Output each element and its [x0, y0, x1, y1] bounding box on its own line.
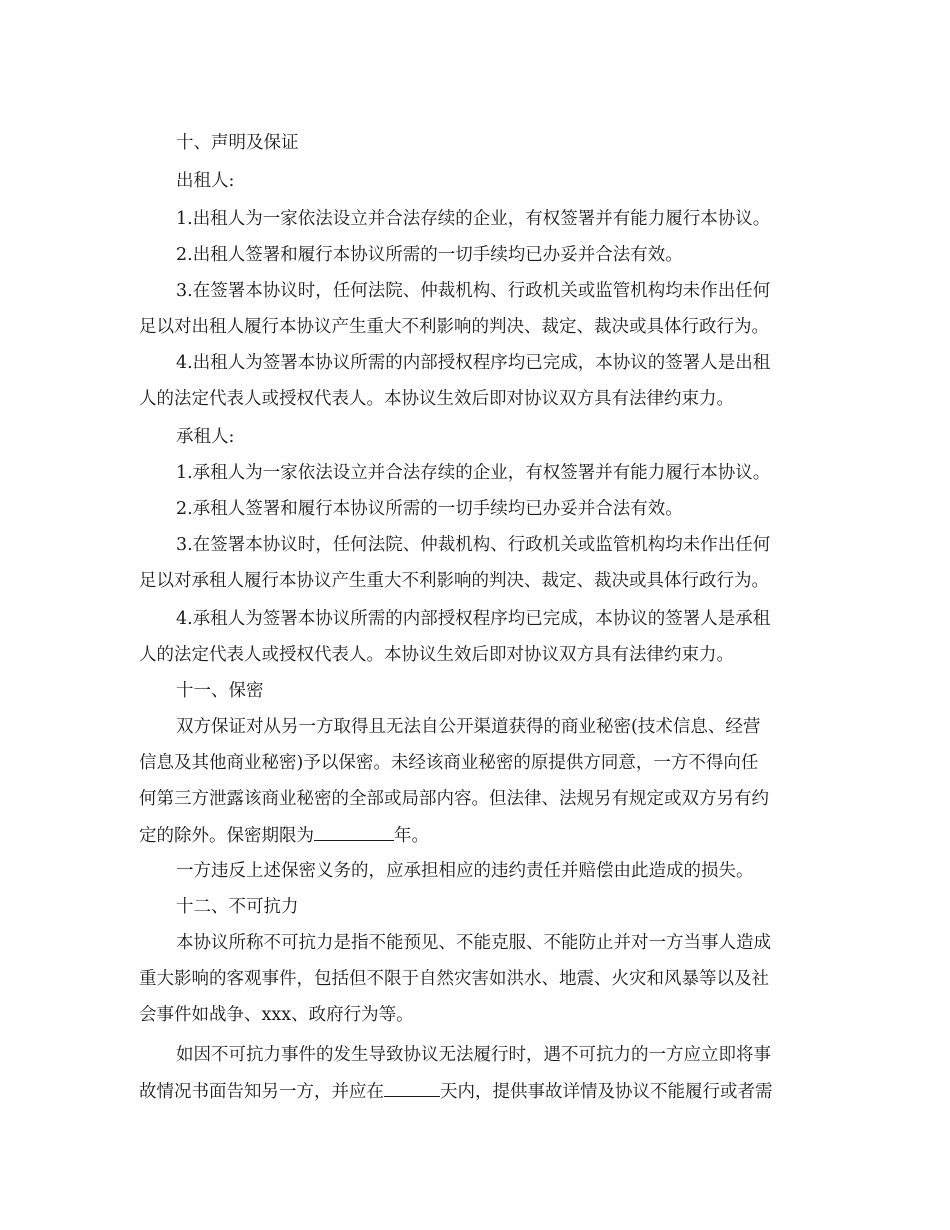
- lessee-clause-4-line-2: 人的法定代表人或授权代表人。本协议生效后即对协议双方具有法律约束力。: [139, 645, 734, 665]
- lessee-clause-2: 2.承租人签署和履行本协议所需的一切手续均已办妥并合法有效。: [176, 499, 683, 519]
- secrecy-paragraph-line-2: 信息及其他商业秘密)予以保密。未经该商业秘密的原提供方同意，一方不得向任: [139, 753, 759, 773]
- lessee-clause-3-line-2: 足以对承租人履行本协议产生重大不利影响的判决、裁定、裁决或具体行政行为。: [139, 571, 769, 591]
- secrecy-period-blank[interactable]: [314, 820, 394, 841]
- lessee-clause-1: 1.承租人为一家依法设立并合法存续的企业，有权签署并有能力履行本协议。: [176, 463, 771, 483]
- notice-paragraph-line-1: 如因不可抗力事件的发生导致协议无法履行时，遇不可抗力的一方应立即将事: [176, 1045, 771, 1065]
- secrecy-paragraph-line-1: 双方保证对从另一方取得且无法自公开渠道获得的商业秘密(技术信息、经营: [176, 717, 761, 737]
- secrecy-period-before: 定的除外。保密期限为: [139, 826, 314, 846]
- secrecy-period-after: 年。: [394, 826, 429, 846]
- section-12-heading: 十二、不可抗力: [176, 897, 299, 917]
- lessor-clause-4-line-2: 人的法定代表人或授权代表人。本协议生效后即对协议双方具有法律约束力。: [139, 389, 734, 409]
- lessor-clause-1: 1.出租人为一家依法设立并合法存续的企业，有权签署并有能力履行本协议。: [176, 209, 771, 229]
- lessor-clause-4-line-1: 4.出租人为签署本协议所需的内部授权程序均已完成，本协议的签署人是出租: [176, 353, 771, 373]
- lessee-label: 承租人:: [176, 427, 235, 447]
- secrecy-paragraph-line-4: [0, 820, 950, 850]
- lessee-clause-3-line-1: 3.在签署本协议时，任何法院、仲裁机构、行政机关或监管机构均未作出任何: [176, 535, 771, 555]
- notice-days-before: 故情况书面告知另一方，并应在: [139, 1082, 384, 1102]
- notice-days-after: 天内，提供事故详情及协议不能履行或者需: [440, 1082, 773, 1102]
- force-majeure-line-1: 本协议所称不可抗力是指不能预见、不能克服、不能防止并对一方当事人造成: [176, 933, 771, 953]
- notice-paragraph-line-2: [0, 1076, 950, 1106]
- force-majeure-line-2: 重大影响的客观事件，包括但不限于自然灾害如洪水、地震、火灾和风暴等以及社: [139, 969, 769, 989]
- secrecy-paragraph-line-3: 何第三方泄露该商业秘密的全部或局部内容。但法律、法规另有规定或双方另有约: [139, 789, 769, 809]
- lessor-clause-2: 2.出租人签署和履行本协议所需的一切手续均已办妥并合法有效。: [176, 245, 683, 265]
- lessor-clause-3-line-1: 3.在签署本协议时，任何法院、仲裁机构、行政机关或监管机构均未作出任何: [176, 281, 771, 301]
- lessor-clause-3-line-2: 足以对出租人履行本协议产生重大不利影响的判决、裁定、裁决或具体行政行为。: [139, 317, 769, 337]
- notice-days-blank[interactable]: [384, 1076, 440, 1097]
- lessee-clause-4-line-1: 4.承租人为签署本协议所需的内部授权程序均已完成，本协议的签署人是承租: [176, 609, 771, 629]
- section-11-heading: 十一、保密: [176, 681, 264, 701]
- force-majeure-line-3: 会事件如战争、xxx、政府行为等。: [139, 1005, 414, 1025]
- breach-paragraph: 一方违反上述保密义务的，应承担相应的违约责任并赔偿由此造成的损失。: [176, 861, 754, 881]
- lessor-label: 出租人:: [176, 171, 235, 191]
- section-10-heading: 十、声明及保证: [176, 133, 299, 153]
